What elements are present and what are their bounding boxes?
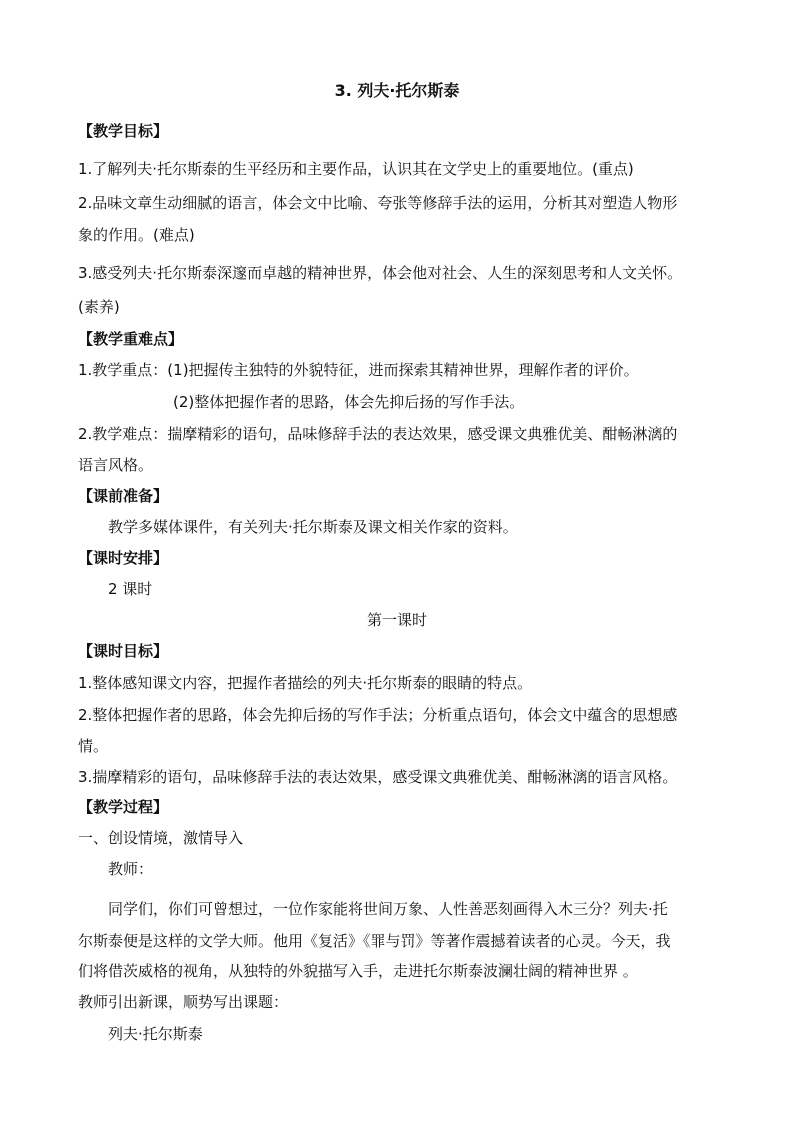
lesson-goal-1: 1.整体感知课文内容，把握作者描绘的列夫·托尔斯泰的眼睛的特点。 [78,674,533,692]
heading-key-points: 【教学重难点】 [78,330,184,348]
key-point-2-line-2: 语言风格。 [78,456,154,474]
lesson-goal-2-line-1: 2.整体把握作者的思路，体会先抑后扬的写作手法；分析重点语句，体会文中蕴含的思想感 [78,706,678,724]
lesson-goal-2-line-2: 情。 [78,737,109,755]
goal-2-line-2: 象的作用。(难点) [78,226,195,244]
preparation-text: 教学多媒体课件，有关列夫·托尔斯泰及课文相关作家的资料。 [108,518,518,536]
step-1-heading: 一、创设情境，激情导入 [78,829,244,847]
schedule-text: 2 课时 [108,580,153,598]
key-point-1-sub-2: (2)整体把握作者的思路，体会先抑后扬的写作手法。 [173,393,525,411]
page-title: 3. 列夫·托尔斯泰 [334,81,460,100]
intro-text: 教师引出新课，顺势写出课题： [78,993,289,1011]
teacher-label: 教师： [108,860,154,878]
lesson-one-heading: 第一课时 [366,611,427,629]
heading-schedule: 【课时安排】 [78,549,169,567]
key-point-2-line-1: 2.教学难点：揣摩精彩的语句，品味修辞手法的表达效果，感受课文典雅优美、酣畅淋漓的 [78,425,678,443]
heading-lesson-goals: 【课时目标】 [78,642,169,660]
teacher-speech-line-3: 们将借茨威格的视角，从独特的外貌描写入手，走进托尔斯泰波澜壮阔的精神世界 。 [78,962,638,980]
topic-text: 列夫·托尔斯泰 [108,1025,203,1043]
heading-teaching-goals: 【教学目标】 [78,122,169,140]
goal-2-line-1: 2.品味文章生动细腻的语言，体会文中比喻、夸张等修辞手法的运用，分析其对塑造人物形 [78,194,678,212]
teacher-speech-line-2: 尔斯泰便是这样的文学大师。他用《复活》《罪与罚》等著作震撼着读者的心灵。今天，我 [78,932,671,950]
teacher-speech-line-1: 同学们，你们可曾想过，一位作家能将世间万象、人性善恶刻画得入木三分？列夫·托 [108,900,668,918]
goal-3-line-1: 3.感受列夫·托尔斯泰深邃而卓越的精神世界，体会他对社会、人生的深刻思考和人文关怀。 [78,264,683,282]
goal-1: 1.了解列夫·托尔斯泰的生平经历和主要作品，认识其在文学史上的重要地位。(重点) [78,160,634,178]
lesson-goal-3: 3.揣摩精彩的语句，品味修辞手法的表达效果，感受课文典雅优美、酣畅淋漓的语言风格。 [78,768,678,786]
heading-process: 【教学过程】 [78,798,169,816]
goal-3-line-2: (素养) [78,298,120,316]
key-point-1: 1.教学重点：(1)把握传主独特的外貌特征，进而探索其精神世界，理解作者的评价。 [78,361,639,379]
heading-preparation: 【课前准备】 [78,487,169,505]
